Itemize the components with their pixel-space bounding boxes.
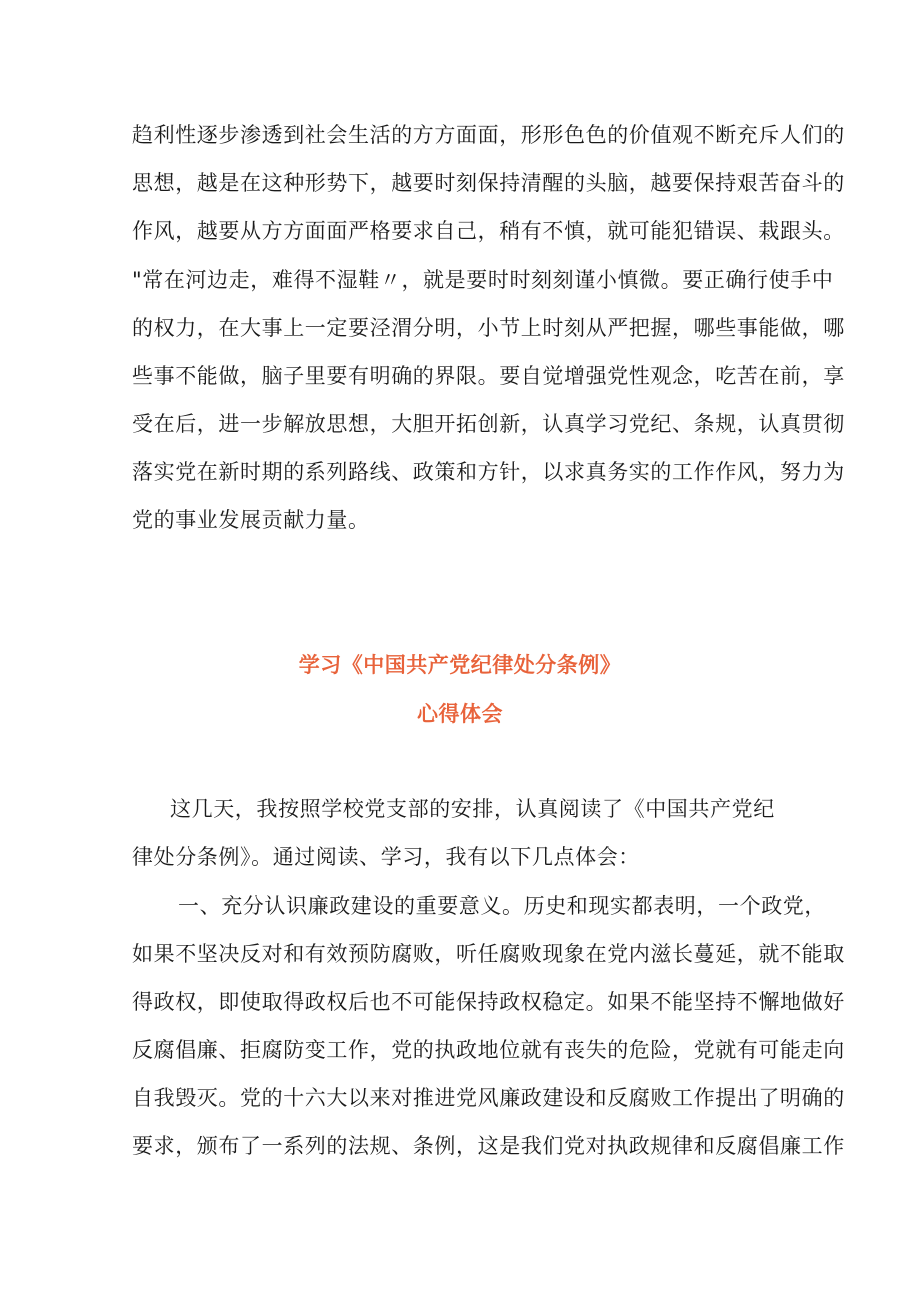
article-subtitle: 心得体会: [417, 702, 503, 726]
paragraph-line: "常在河边走，难得不湿鞋〃，就是要时时刻刻谨小慎微。要正确行使手中: [132, 268, 834, 292]
point-one-line: 自我毁灭。党的十六大以来对推进党风廉政建设和反腐败工作提出了明确的: [132, 1086, 845, 1110]
paragraph-line: 作风，越要从方方面面严格要求自己，稍有不慎，就可能犯错误、栽跟头。: [132, 219, 845, 243]
paragraph-line: 思想，越是在这种形势下，越要时刻保持清醒的头脑，越要保持艰苦奋斗的: [132, 171, 845, 195]
point-one-line: 要求，颁布了一系列的法规、条例，这是我们党对执政规律和反腐倡廉工作: [132, 1134, 845, 1158]
point-one-line: 如果不坚决反对和有效预防腐败，听任腐败现象在党内滋长蔓延，就不能取: [132, 942, 845, 966]
article-title: 学习《中国共产党纪律处分条例》: [298, 653, 622, 677]
paragraph-line: 的权力，在大事上一定要泾渭分明，小节上时刻从严把握，哪些事能做，哪: [132, 316, 845, 340]
point-one-line: 得政权，即使取得政权后也不可能保持政权稳定。如果不能坚持不懈地做好: [132, 990, 845, 1014]
intro-line: 这几天，我按照学校党支部的安排，认真阅读了《中国共产党纪: [170, 797, 775, 821]
point-one-line: 一、充分认识廉政建设的重要意义。历史和现实都表明，一个政党，: [178, 894, 826, 918]
point-one-line: 反腐倡廉、拒腐防变工作，党的执政地位就有丧失的危险，党就有可能走向: [132, 1038, 845, 1062]
paragraph-line: 趋利性逐步渗透到社会生活的方方面面，形形色色的价值观不断充斥人们的: [132, 123, 845, 147]
intro-line: 律处分条例》。通过阅读、学习，我有以下几点体会：: [132, 845, 640, 869]
paragraph-line: 受在后，进一步解放思想，大胆开拓创新，认真学习党纪、条规，认真贯彻: [132, 412, 845, 436]
paragraph-line: 落实党在新时期的系列路线、政策和方针，以求真务实的工作作风，努力为: [132, 460, 845, 484]
paragraph-line: 些事不能做，脑子里要有明确的界限。要自觉增强党性观念，吃苦在前，享: [132, 364, 845, 388]
paragraph-line: 党的事业发展贡献力量。: [132, 508, 370, 532]
